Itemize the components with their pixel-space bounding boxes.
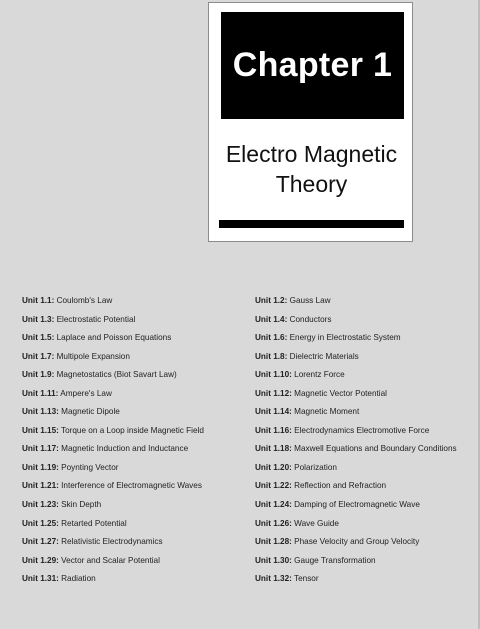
unit-title: Gauss Law: [289, 296, 331, 305]
unit-number: Unit 1.14:: [255, 407, 292, 417]
unit-number: Unit 1.25:: [22, 518, 59, 528]
unit-title: Coulomb's Law: [56, 296, 113, 305]
unit-item: [255, 292, 472, 311]
unit-number: Unit 1.13:: [22, 407, 59, 417]
unit-number: Unit 1.7:: [22, 351, 55, 361]
unit-number: Unit 1.8:: [255, 351, 288, 361]
unit-number: Unit 1.19:: [22, 462, 59, 472]
unit-number: Unit 1.24:: [255, 500, 292, 510]
unit-number: Unit 1.23:: [22, 500, 59, 510]
unit-item: [22, 533, 255, 552]
unit-item: [255, 329, 472, 348]
unit-number: Unit 1.18:: [255, 444, 292, 454]
unit-title: Laplace and Poisson Equations: [56, 333, 172, 343]
unit-number: Unit 1.3:: [22, 314, 55, 324]
unit-title: Phase Velocity and Group Velocity: [294, 537, 420, 547]
unit-title: Gauge Transformation: [294, 555, 376, 565]
chapter-card: [208, 2, 413, 242]
unit-number: Unit 1.15:: [22, 425, 59, 435]
unit-item: [22, 552, 255, 571]
unit-title: Interference of Electromagnetic Waves: [61, 481, 202, 491]
unit-item: [22, 515, 255, 534]
unit-number: Unit 1.17:: [22, 444, 59, 454]
unit-number: Unit 1.32:: [255, 574, 292, 584]
unit-title: Dielectric Materials: [289, 351, 359, 361]
unit-title: Magnetostatics (Biot Savart Law): [56, 370, 177, 380]
unit-number: Unit 1.27:: [22, 537, 59, 547]
chapter-subtitle-line-2: Theory: [275, 171, 348, 197]
unit-title: Ampere's Law: [60, 388, 112, 398]
unit-item: [22, 292, 255, 311]
unit-item: [255, 366, 472, 385]
unit-number: Unit 1.28:: [255, 537, 292, 547]
unit-item: [22, 496, 255, 515]
unit-number: Unit 1.9:: [22, 370, 55, 380]
unit-title: Torque on a Loop inside Magnetic Field: [61, 425, 204, 435]
unit-title: Magnetic Vector Potential: [294, 388, 387, 398]
unit-number: Unit 1.29:: [22, 555, 59, 565]
units-list: [22, 292, 472, 589]
unit-number: Unit 1.21:: [22, 481, 59, 491]
unit-title: Magnetic Induction and Inductance: [61, 444, 189, 454]
unit-item: [22, 385, 255, 404]
unit-item: [255, 440, 472, 459]
unit-title: Vector and Scalar Potential: [61, 555, 160, 565]
unit-number: Unit 1.22:: [255, 481, 292, 491]
unit-title: Maxwell Equations and Boundary Conditions: [294, 444, 457, 454]
unit-item: [22, 477, 255, 496]
unit-title: Electrostatic Potential: [56, 314, 136, 324]
unit-item: [255, 459, 472, 478]
chapter-subtitle-line-1: Electro Magnetic: [225, 141, 398, 167]
unit-item: [255, 348, 472, 367]
unit-title: Multipole Expansion: [56, 351, 130, 361]
unit-number: Unit 1.2:: [255, 296, 288, 305]
unit-item: [255, 477, 472, 496]
unit-title: Retarted Potential: [61, 518, 127, 528]
unit-title: Skin Depth: [61, 500, 102, 510]
unit-item: [255, 496, 472, 515]
unit-number: Unit 1.10:: [255, 370, 292, 380]
unit-item: [22, 366, 255, 385]
unit-title: Reflection and Refraction: [294, 481, 387, 491]
unit-title: Energy in Electrostatic System: [289, 333, 401, 343]
unit-number: Unit 1.26:: [255, 518, 292, 528]
unit-title: Magnetic Moment: [294, 407, 360, 417]
unit-item: [22, 459, 255, 478]
unit-number: Unit 1.31:: [22, 574, 59, 584]
unit-number: Unit 1.30:: [255, 555, 292, 565]
unit-number: Unit 1.6:: [255, 333, 288, 343]
unit-title: Tensor: [294, 574, 319, 584]
unit-title: Wave Guide: [294, 518, 339, 528]
unit-item: [22, 329, 255, 348]
unit-item: [255, 515, 472, 534]
unit-title: Electrodynamics Electromotive Force: [294, 425, 430, 435]
unit-title: Poynting Vector: [61, 462, 119, 472]
unit-title: Damping of Electromagnetic Wave: [294, 500, 420, 510]
unit-item: [22, 422, 255, 441]
unit-item: [22, 570, 255, 589]
unit-number: Unit 1.5:: [22, 333, 55, 343]
unit-item: [255, 385, 472, 404]
chapter-subtitle: [209, 139, 414, 199]
chapter-title: Chapter 1: [232, 46, 393, 84]
chapter-title-box: [221, 12, 404, 119]
unit-number: Unit 1.11:: [22, 388, 59, 398]
unit-number: Unit 1.20:: [255, 462, 292, 472]
unit-item: [22, 403, 255, 422]
unit-title: Conductors: [289, 314, 332, 324]
unit-title: Relativistic Electrodynamics: [61, 537, 163, 547]
unit-item: [255, 552, 472, 571]
unit-number: Unit 1.16:: [255, 425, 292, 435]
unit-number: Unit 1.1:: [22, 296, 55, 305]
unit-item: [255, 422, 472, 441]
unit-title: Radiation: [61, 574, 96, 584]
unit-item: [22, 348, 255, 367]
unit-item: [255, 403, 472, 422]
unit-item: [22, 440, 255, 459]
unit-number: Unit 1.12:: [255, 388, 292, 398]
unit-item: [255, 311, 472, 330]
unit-item: [255, 533, 472, 552]
unit-number: Unit 1.4:: [255, 314, 288, 324]
unit-item: [255, 570, 472, 589]
chapter-bottom-bar: [219, 220, 404, 228]
unit-title: Lorentz Force: [294, 370, 345, 380]
unit-title: Magnetic Dipole: [61, 407, 120, 417]
unit-title: Polarization: [294, 462, 337, 472]
unit-item: [22, 311, 255, 330]
